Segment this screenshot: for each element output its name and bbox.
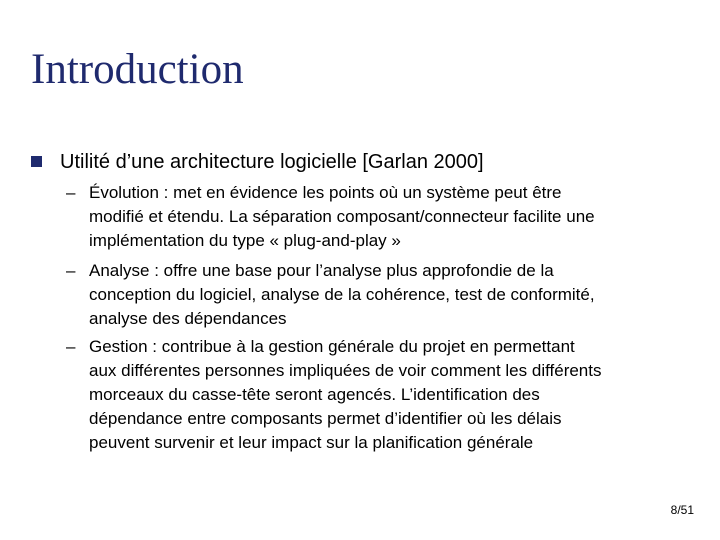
dash-marker: – [66,337,76,356]
square-bullet-icon [31,156,42,167]
sub-bullet-line: Gestion : contribue à la gestion générale du projet en permettant [89,337,575,356]
sub-bullet-line: conception du logiciel, analyse de la cohérence, test de conformité, [89,285,595,304]
sub-bullet-line: peuvent survenir et leur impact sur la planification générale [89,433,534,452]
sub-bullet-line: modifié et étendu. La séparation composant/connecteur facilite une [89,207,595,226]
sub-bullet-line: aux différentes personnes impliquées de voir comment les différents [89,361,602,380]
sub-bullet-line: Analyse : offre une base pour l’analyse plus approfondie de la [89,261,554,280]
page-number: 8/51 [670,503,694,517]
sub-bullet-line: Évolution : met en évidence les points où un système peut être [89,183,562,202]
main-bullet-text: Utilité d’une architecture logicielle [Garlan 2000] [60,151,484,173]
sub-bullet-line: dépendance entre composants permet d’identifier où les délais [89,409,562,428]
sub-bullet-line: implémentation du type « plug-and-play » [89,231,401,250]
slide-title: Introduction [31,46,244,93]
dash-marker: – [66,261,76,280]
dash-marker: – [66,183,76,202]
sub-bullet-line: morceaux du casse-tête seront agencés. L’identification des [89,385,540,404]
main-bullet [31,149,701,175]
sub-bullet-line: analyse des dépendances [89,309,287,328]
